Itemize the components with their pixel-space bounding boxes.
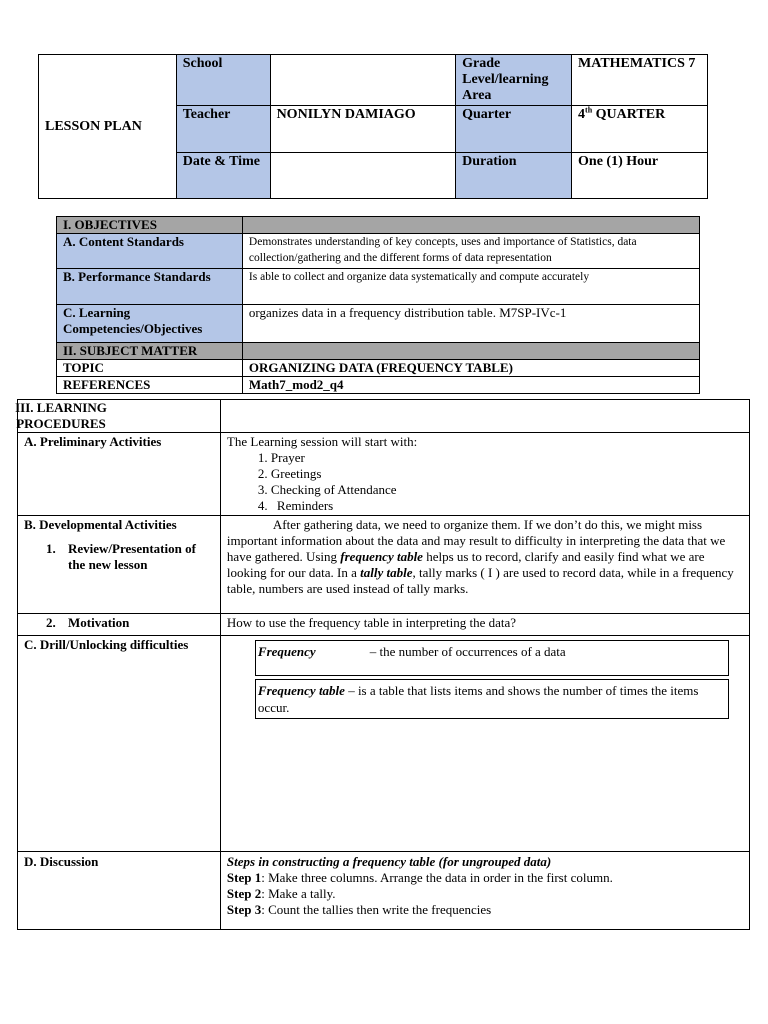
frequency-definition-box: Frequency – the number of occurrences of a data [255,640,729,676]
lesson-plan-title: LESSON PLAN [39,55,177,199]
competencies-text: organizes data in a frequency distribution table. M7SP-IVc-1 [242,305,699,343]
references-label: REFERENCES [57,377,243,394]
list-item: 3. Checking of Attendance [271,482,743,498]
topic-value: ORGANIZING DATA (FREQUENCY TABLE) [242,360,699,377]
motivation-label: Motivation [68,615,130,630]
school-label: School [176,55,270,106]
date-value [270,153,456,199]
objectives-table [56,216,700,394]
discussion-label: D. Discussion [18,852,221,930]
grade-label: Grade Level/learning Area [456,55,572,106]
step-3: Step 3: Count the tallies then write the frequencies [226,902,492,917]
school-value [270,55,456,106]
duration-value: One (1) Hour [572,153,708,199]
drill-content [220,636,749,852]
preliminary-content: The Learning session will start with: 1. Prayer 2. Greetings 3. Checking of Attendance 4. Reminders [220,433,749,516]
discussion-title: Steps in constructing a frequency table (for ungrouped data) [226,854,552,869]
references-value: Math7_mod2_q4 [242,377,699,394]
list-item: 1. Prayer [271,450,743,466]
topic-label: TOPIC [57,360,243,377]
competencies-label: C. Learning Competencies/Objectives [57,305,243,343]
developmental-label: B. Developmental Activities [24,517,177,532]
duration-label: Duration [456,153,572,199]
step-2: Step 2: Make a tally. [226,886,336,901]
teacher-label: Teacher [176,106,270,153]
list-item: 2. Greetings [271,466,743,482]
content-standards-text: Demonstrates understanding of key concepts, uses and importance of Statistics, data collection/gathering and the different forms of data representation [242,234,699,269]
performance-standards-text: Is able to collect and organize data systematically and compute accurately [242,269,699,305]
grade-value: MATHEMATICS 7 [572,55,708,106]
step-1: Step 1: Make three columns. Arrange the data in order in the first column. [226,870,613,885]
learning-procedures-title: III. LEARNING PROCEDURES [18,400,221,433]
motivation-text: How to use the frequency table in interpreting the data? [220,614,749,636]
quarter-value: 4th QUARTER [572,106,708,153]
preliminary-label: A. Preliminary Activities [18,433,221,516]
quarter-label: Quarter [456,106,572,153]
teacher-value: NONILYN DAMIAGO [270,106,456,153]
performance-standards-label: B. Performance Standards [57,269,243,305]
developmental-cell: B. Developmental Activities 1. Review/Presentation of the new lesson [18,516,221,614]
drill-label: C. Drill/Unlocking difficulties [18,636,221,852]
subject-matter-title: II. SUBJECT MATTER [57,343,243,360]
discussion-content [220,852,749,930]
list-item: 4. Reminders [271,498,743,514]
review-label: Review/Presentation of the new lesson [68,541,196,572]
header-table [38,54,708,199]
date-label: Date & Time [176,153,270,199]
frequency-table-definition-box: Frequency table – is a table that lists items and shows the number of times the items occur. [255,679,729,719]
content-standards-label: A. Content Standards [57,234,243,269]
review-text: After gathering data, we need to organize them. If we don’t do this, we might miss important information about the data and may result to difficulty in interpreting the data that we have gathered. Using frequency table helps us to record, clarify and easily find what we are looking for our data. In a tally table, tally marks ( I ) are used to record data, while in a frequency table, numbers are used instead of tally marks. [220,516,749,614]
procedures-table: III. LEARNING PROCEDURES A. Preliminary Activities The Learning session will start with: 1. Prayer 2. Greetings 3. Checking of Attendance 4. Reminders B. Developmental Activities 1. Review/Presentation of the new lesson After gathering data, we need to organize them. If we don’t do this, we might miss important information about the data and may result to difficulty in interpreting the data that we have gathered. Using frequency table helps us to record, clarify and easily find what we are looking for our data. In a tally table, tally marks ( I ) are used to record data, while in a frequency table, numbers are used instead of tally marks. 2. Motivation How to use the frequency table in interpreting the data? C. Drill/Unlocking difficulties Frequency – the number of occurrences of a data Frequency table – is a table that lists items and shows the number of times the items occur. D. Discussion Steps in constructing a frequency table (for ungrouped data) Step 1: Make three columns. Arrange the data in order in the first column. Step 2: Make a tally. Step 3: Count the tallies then write the frequencies [17,399,750,930]
preliminary-list [227,450,743,514]
objectives-title: I. OBJECTIVES [57,217,243,234]
